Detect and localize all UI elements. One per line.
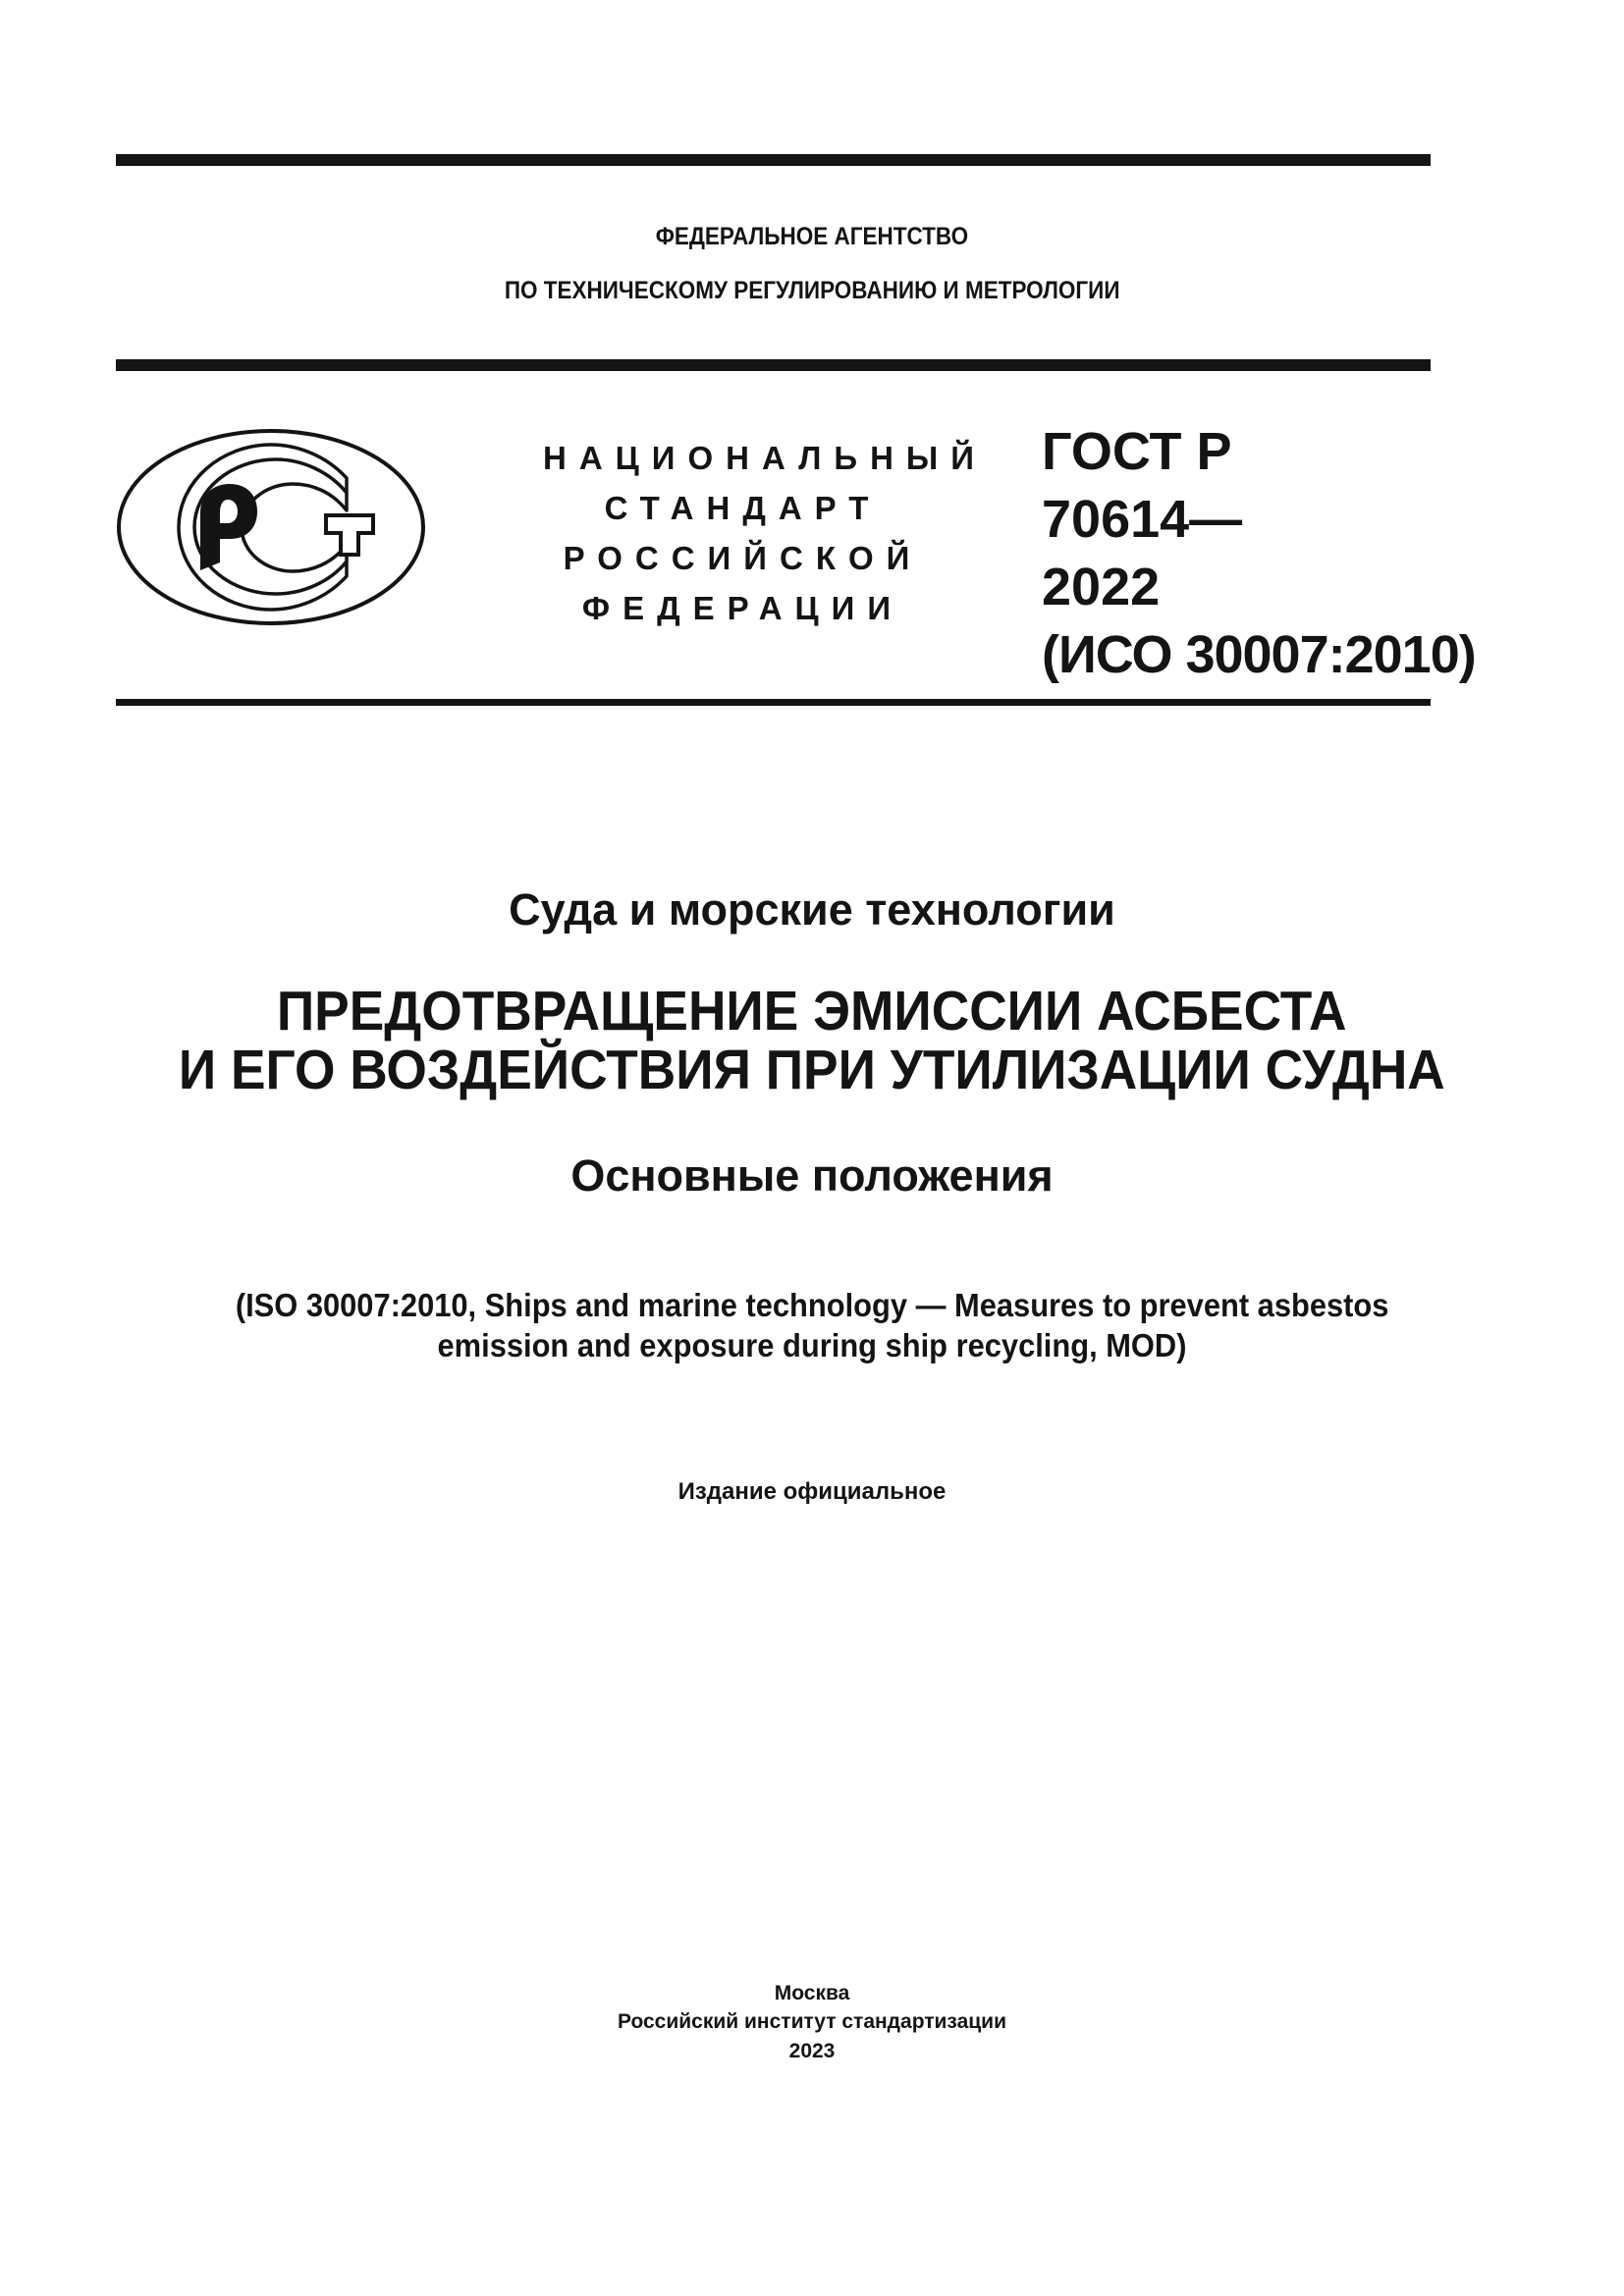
edition-label-text: Издание официальное (677, 1478, 947, 1505)
source-standard-line2-text: emission and exposure during ship recycling, MOD) (437, 1327, 1187, 1363)
standard-type-block (530, 433, 987, 633)
source-standard-line1 (0, 1285, 1624, 1325)
subject-heading-text: Суда и морские технологии (509, 884, 1115, 934)
footer-publisher-text: Российский институт стандартизации (617, 2010, 1007, 2033)
source-standard-line1-text: (ISO 30007:2010, Ships and marine technology — Measures to prevent asbestos (235, 1287, 1389, 1323)
designation-line1: ГОСТ Р (1042, 422, 1232, 481)
designation-iso-reference: (ИСО 30007:2010) (1042, 625, 1476, 684)
edition-label (0, 1478, 1624, 1506)
footer-city (0, 1979, 1624, 2007)
designation-rule (116, 699, 1431, 706)
subtitle (0, 1149, 1624, 1202)
footer-city-text: Москва (774, 1982, 850, 2004)
subtitle-text: Основные положения (570, 1150, 1054, 1201)
agency-name-line1 (0, 222, 1624, 251)
main-title-line2-text: И ЕГО ВОЗДЕЙСТВИЯ ПРИ УТИЛИЗАЦИИ СУДНА (179, 1039, 1445, 1101)
footer-year (0, 2037, 1624, 2065)
agency-name-line2-text: ПО ТЕХНИЧЕСКОМУ РЕГУЛИРОВАНИЮ И МЕТРОЛОГИИ (504, 277, 1120, 304)
main-title-line1-text: ПРЕДОТВРАЩЕНИЕ ЭМИССИИ АСБЕСТА (277, 980, 1347, 1042)
main-title-line2 (0, 1041, 1624, 1099)
rst-certification-mark-icon (114, 427, 428, 628)
footer-publisher (0, 2007, 1624, 2036)
standard-designation (1042, 418, 1476, 689)
agency-name-line2 (0, 276, 1624, 305)
footer-year-text: 2023 (788, 2040, 836, 2062)
main-title-line1 (0, 982, 1624, 1041)
standard-type-line: ФЕДЕРАЦИИ (581, 590, 904, 626)
standard-type-line: НАЦИОНАЛЬНЫЙ (543, 440, 987, 476)
standard-type-line: СТАНДАРТ (604, 490, 882, 526)
top-rule (116, 154, 1431, 166)
header-rule (116, 359, 1431, 371)
designation-line3: 2022 (1042, 558, 1161, 616)
rst-logo (114, 427, 428, 628)
standard-type-line: РОССИЙСКОЙ (563, 540, 923, 576)
agency-name-line1-text: ФЕДЕРАЛЬНОЕ АГЕНТСТВО (655, 223, 969, 250)
source-standard-line2 (0, 1325, 1624, 1365)
subject-heading (0, 883, 1624, 936)
designation-line2: 70614— (1042, 490, 1243, 549)
